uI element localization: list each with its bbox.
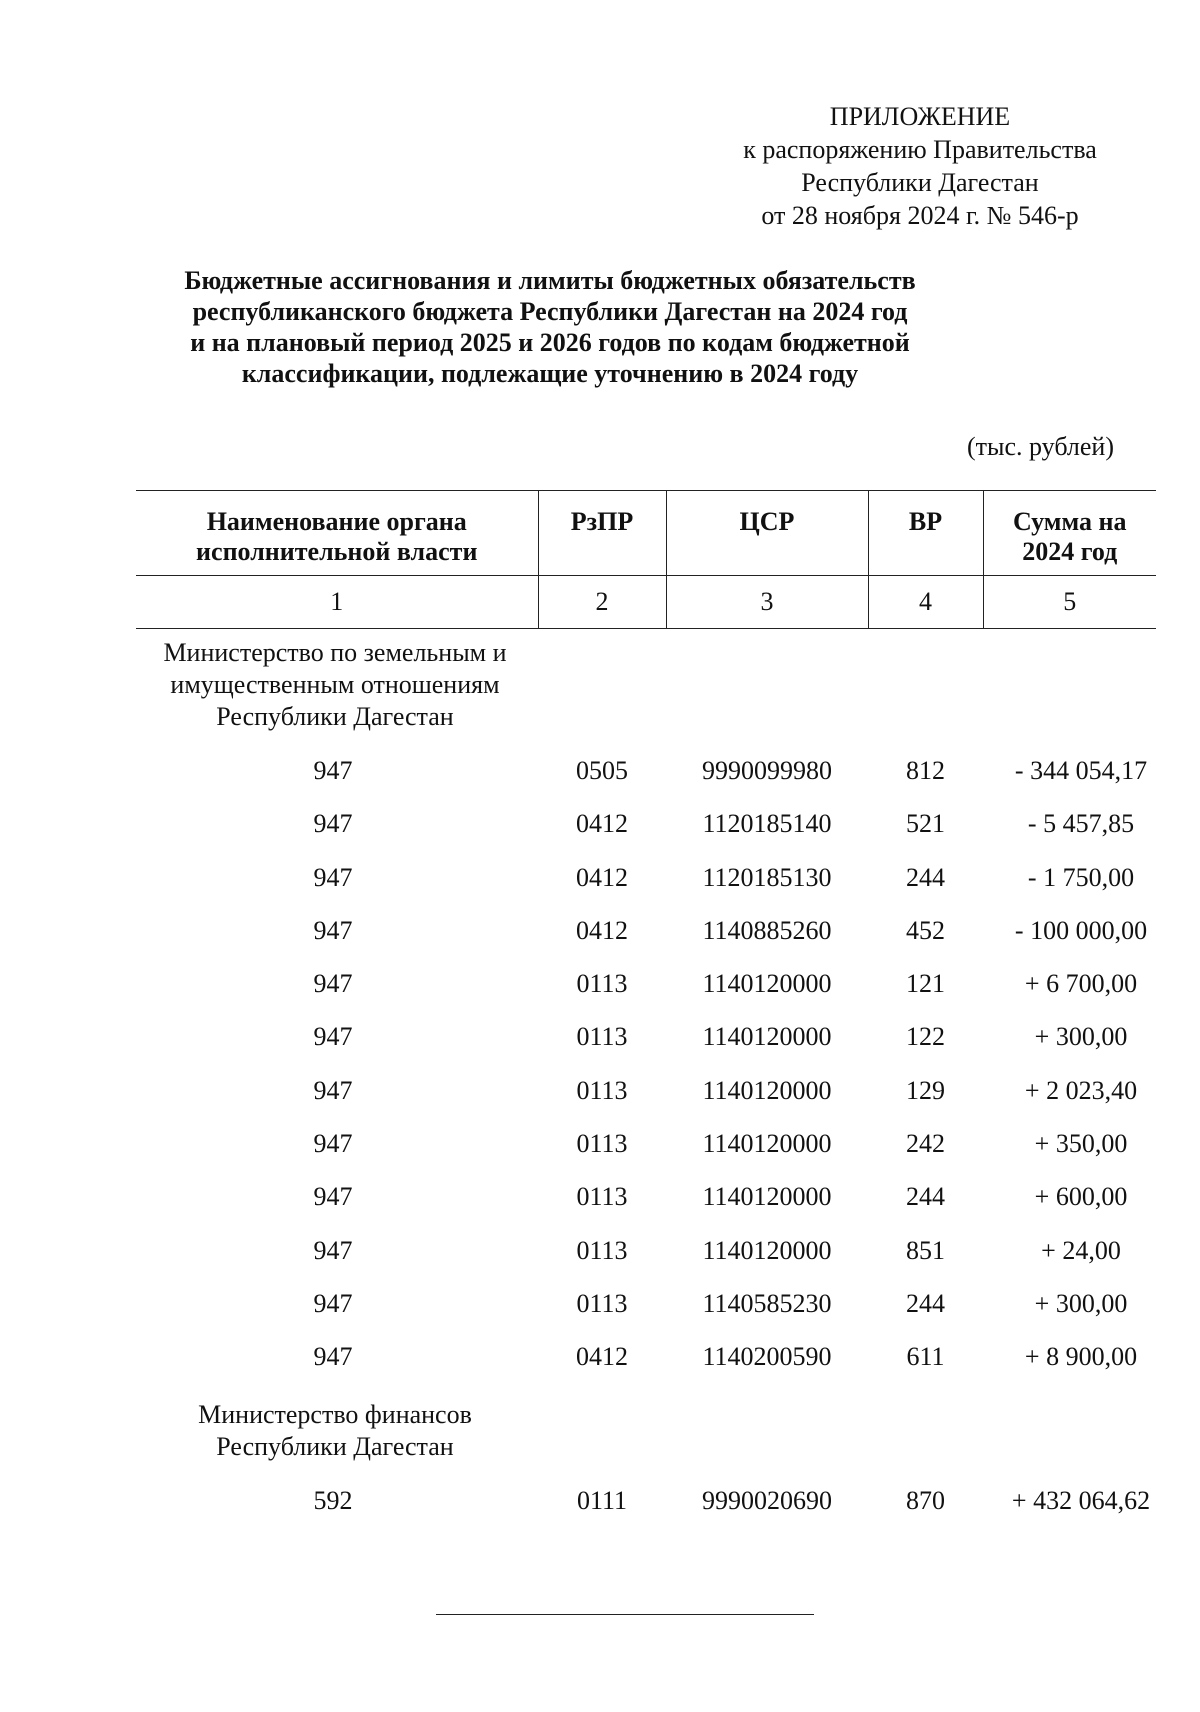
cell-sum-wrap	[983, 911, 1156, 964]
header-name: Наименование органа исполнительной власти	[136, 491, 538, 576]
empty-cell	[868, 629, 983, 752]
cell-rzpr: 0412	[576, 809, 628, 839]
table-row	[136, 804, 1156, 857]
table-row	[136, 1284, 1156, 1337]
cell-vr: 452	[906, 915, 945, 945]
cell-sum: - 5 457,85	[1027, 809, 1135, 839]
cell-rzpr: 0113	[576, 1288, 628, 1318]
cell-sum: + 350,00	[1034, 1129, 1128, 1159]
cell-code: 592	[313, 1485, 353, 1515]
column-number: 4	[868, 576, 983, 629]
cell-code: 947	[313, 756, 353, 785]
table-row	[136, 751, 1156, 804]
table-row	[136, 964, 1156, 1017]
document-title	[160, 265, 940, 389]
cell-code: 947	[313, 862, 353, 892]
cell-rzpr: 0113	[576, 1182, 628, 1212]
appendix-title: ПРИЛОЖЕНИЕ	[829, 102, 1011, 131]
cell-sum: + 300,00	[1034, 1022, 1128, 1052]
cell-vr: 244	[906, 1182, 945, 1212]
table-row	[136, 1177, 1156, 1230]
org-name: Министерство по земельным и имущественным отношениям Республики Дагестан	[163, 638, 507, 731]
cell-vr: 812	[906, 756, 945, 785]
cell-sum: - 1 750,00	[1027, 862, 1135, 892]
cell-code: 947	[313, 1022, 353, 1052]
empty-cell	[868, 1391, 983, 1481]
cell-rzpr: 0113	[576, 1235, 628, 1265]
cell-sum-wrap	[983, 804, 1156, 857]
cell-code: 947	[313, 1235, 353, 1265]
cell-rzpr: 0113	[576, 1129, 628, 1159]
cell-rzpr: 0412	[576, 1342, 628, 1372]
cell-csr: 9990099980	[702, 756, 832, 785]
header-rzpr: РзПР	[538, 491, 666, 576]
header-sum: Сумма на 2024 год	[983, 491, 1156, 576]
cell-rzpr: 0412	[576, 862, 628, 892]
cell-rzpr: 0113	[576, 1075, 628, 1105]
org-name: Министерство финансов Республики Дагестан	[198, 1399, 472, 1461]
table-row	[136, 1481, 1156, 1534]
appendix-date-number: от 28 ноября 2024 г. № 546-р	[761, 201, 1079, 230]
appendix-line: Республики Дагестан	[801, 168, 1039, 197]
cell-rzpr: 0113	[576, 969, 628, 999]
cell-csr: 1140120000	[702, 969, 832, 999]
cell-rzpr: 0412	[576, 915, 628, 945]
header-csr: ЦСР	[666, 491, 868, 576]
cell-code: 947	[313, 1182, 353, 1212]
empty-cell	[983, 629, 1156, 752]
cell-sum: + 8 900,00	[1024, 1342, 1138, 1372]
cell-code: 947	[313, 1342, 353, 1372]
cell-csr: 9990020690	[702, 1485, 832, 1515]
cell-vr: 244	[906, 862, 945, 892]
cell-vr: 122	[906, 1022, 945, 1052]
cell-code: 947	[313, 915, 353, 945]
table-row	[136, 1124, 1156, 1177]
cell-code: 947	[313, 969, 353, 999]
org-row	[136, 629, 1156, 752]
appendix-line: к распоряжению Правительства	[743, 135, 1097, 164]
cell-csr: 1140885260	[702, 915, 832, 945]
table-row	[136, 1017, 1156, 1070]
cell-sum: + 432 064,62	[1011, 1485, 1151, 1515]
units-label: (тыс. рублей)	[966, 432, 1114, 461]
cell-csr: 1140585230	[702, 1288, 832, 1318]
column-number: 3	[666, 576, 868, 629]
table-row	[136, 1231, 1156, 1284]
column-number-row	[136, 576, 1156, 629]
cell-vr: 611	[906, 1342, 945, 1372]
cell-vr: 851	[906, 1235, 945, 1265]
cell-code: 947	[313, 1288, 353, 1318]
cell-code: 947	[313, 1129, 353, 1159]
empty-cell	[983, 1391, 1156, 1481]
column-number: 5	[983, 576, 1156, 629]
table-header-row	[136, 491, 1156, 576]
cell-vr: 870	[906, 1485, 945, 1515]
title-line: классификации, подлежащие уточнению в 2024 году	[241, 359, 859, 388]
cell-code: 947	[313, 809, 353, 839]
title-line: республиканского бюджета Республики Дагестан на 2024 год	[192, 297, 908, 326]
cell-rzpr: 0113	[576, 1022, 628, 1052]
cell-sum-wrap	[983, 1284, 1156, 1337]
cell-sum-wrap	[983, 858, 1156, 911]
cell-sum-wrap	[983, 1177, 1156, 1230]
cell-csr: 1140120000	[702, 1235, 832, 1265]
cell-csr: 1140200590	[702, 1342, 832, 1372]
cell-rzpr: 0505	[576, 756, 628, 785]
empty-cell	[666, 629, 868, 752]
table-row	[136, 1071, 1156, 1124]
cell-sum-wrap	[983, 1017, 1156, 1070]
table-row	[136, 858, 1156, 911]
cell-sum-wrap	[983, 964, 1156, 1017]
cell-sum-wrap	[983, 751, 1156, 804]
cell-rzpr: 0111	[576, 1485, 628, 1515]
cell-sum-wrap	[983, 1337, 1156, 1390]
cell-csr: 1120185140	[702, 809, 832, 839]
title-line: Бюджетные ассигнования и лимиты бюджетных обязательств	[184, 266, 916, 295]
cell-sum: + 2 023,40	[1024, 1075, 1138, 1105]
org-row	[136, 1391, 1156, 1481]
column-number: 1	[136, 576, 538, 629]
appendix-header	[700, 100, 1140, 232]
empty-cell	[538, 1391, 666, 1481]
cell-csr: 1140120000	[702, 1022, 832, 1052]
cell-code: 947	[313, 1075, 353, 1105]
title-line: и на плановый период 2025 и 2026 годов по кодам бюджетной	[190, 328, 910, 357]
cell-vr: 129	[906, 1075, 945, 1105]
empty-cell	[538, 629, 666, 752]
end-divider	[436, 1614, 814, 1615]
budget-table	[136, 490, 1156, 1534]
cell-sum: - 100 000,00	[1014, 915, 1148, 945]
cell-vr: 242	[906, 1129, 945, 1159]
table-row	[136, 1337, 1156, 1390]
cell-vr: 244	[906, 1288, 945, 1318]
cell-csr: 1140120000	[702, 1129, 832, 1159]
cell-sum: - 344 054,17	[1014, 756, 1148, 785]
cell-sum: + 300,00	[1034, 1288, 1128, 1318]
table-row	[136, 911, 1156, 964]
cell-sum-wrap	[983, 1231, 1156, 1284]
column-number: 2	[538, 576, 666, 629]
header-vr: ВР	[868, 491, 983, 576]
cell-sum: + 24,00	[1041, 1235, 1121, 1265]
cell-csr: 1120185130	[702, 862, 832, 892]
cell-sum: + 600,00	[1034, 1182, 1128, 1212]
cell-vr: 121	[906, 969, 945, 999]
cell-csr: 1140120000	[702, 1182, 832, 1212]
cell-sum-wrap	[983, 1071, 1156, 1124]
cell-sum: + 6 700,00	[1024, 969, 1138, 999]
empty-cell	[666, 1391, 868, 1481]
cell-sum-wrap	[983, 1124, 1156, 1177]
cell-sum-wrap	[983, 1481, 1156, 1534]
cell-csr: 1140120000	[702, 1075, 832, 1105]
cell-vr: 521	[906, 809, 945, 839]
